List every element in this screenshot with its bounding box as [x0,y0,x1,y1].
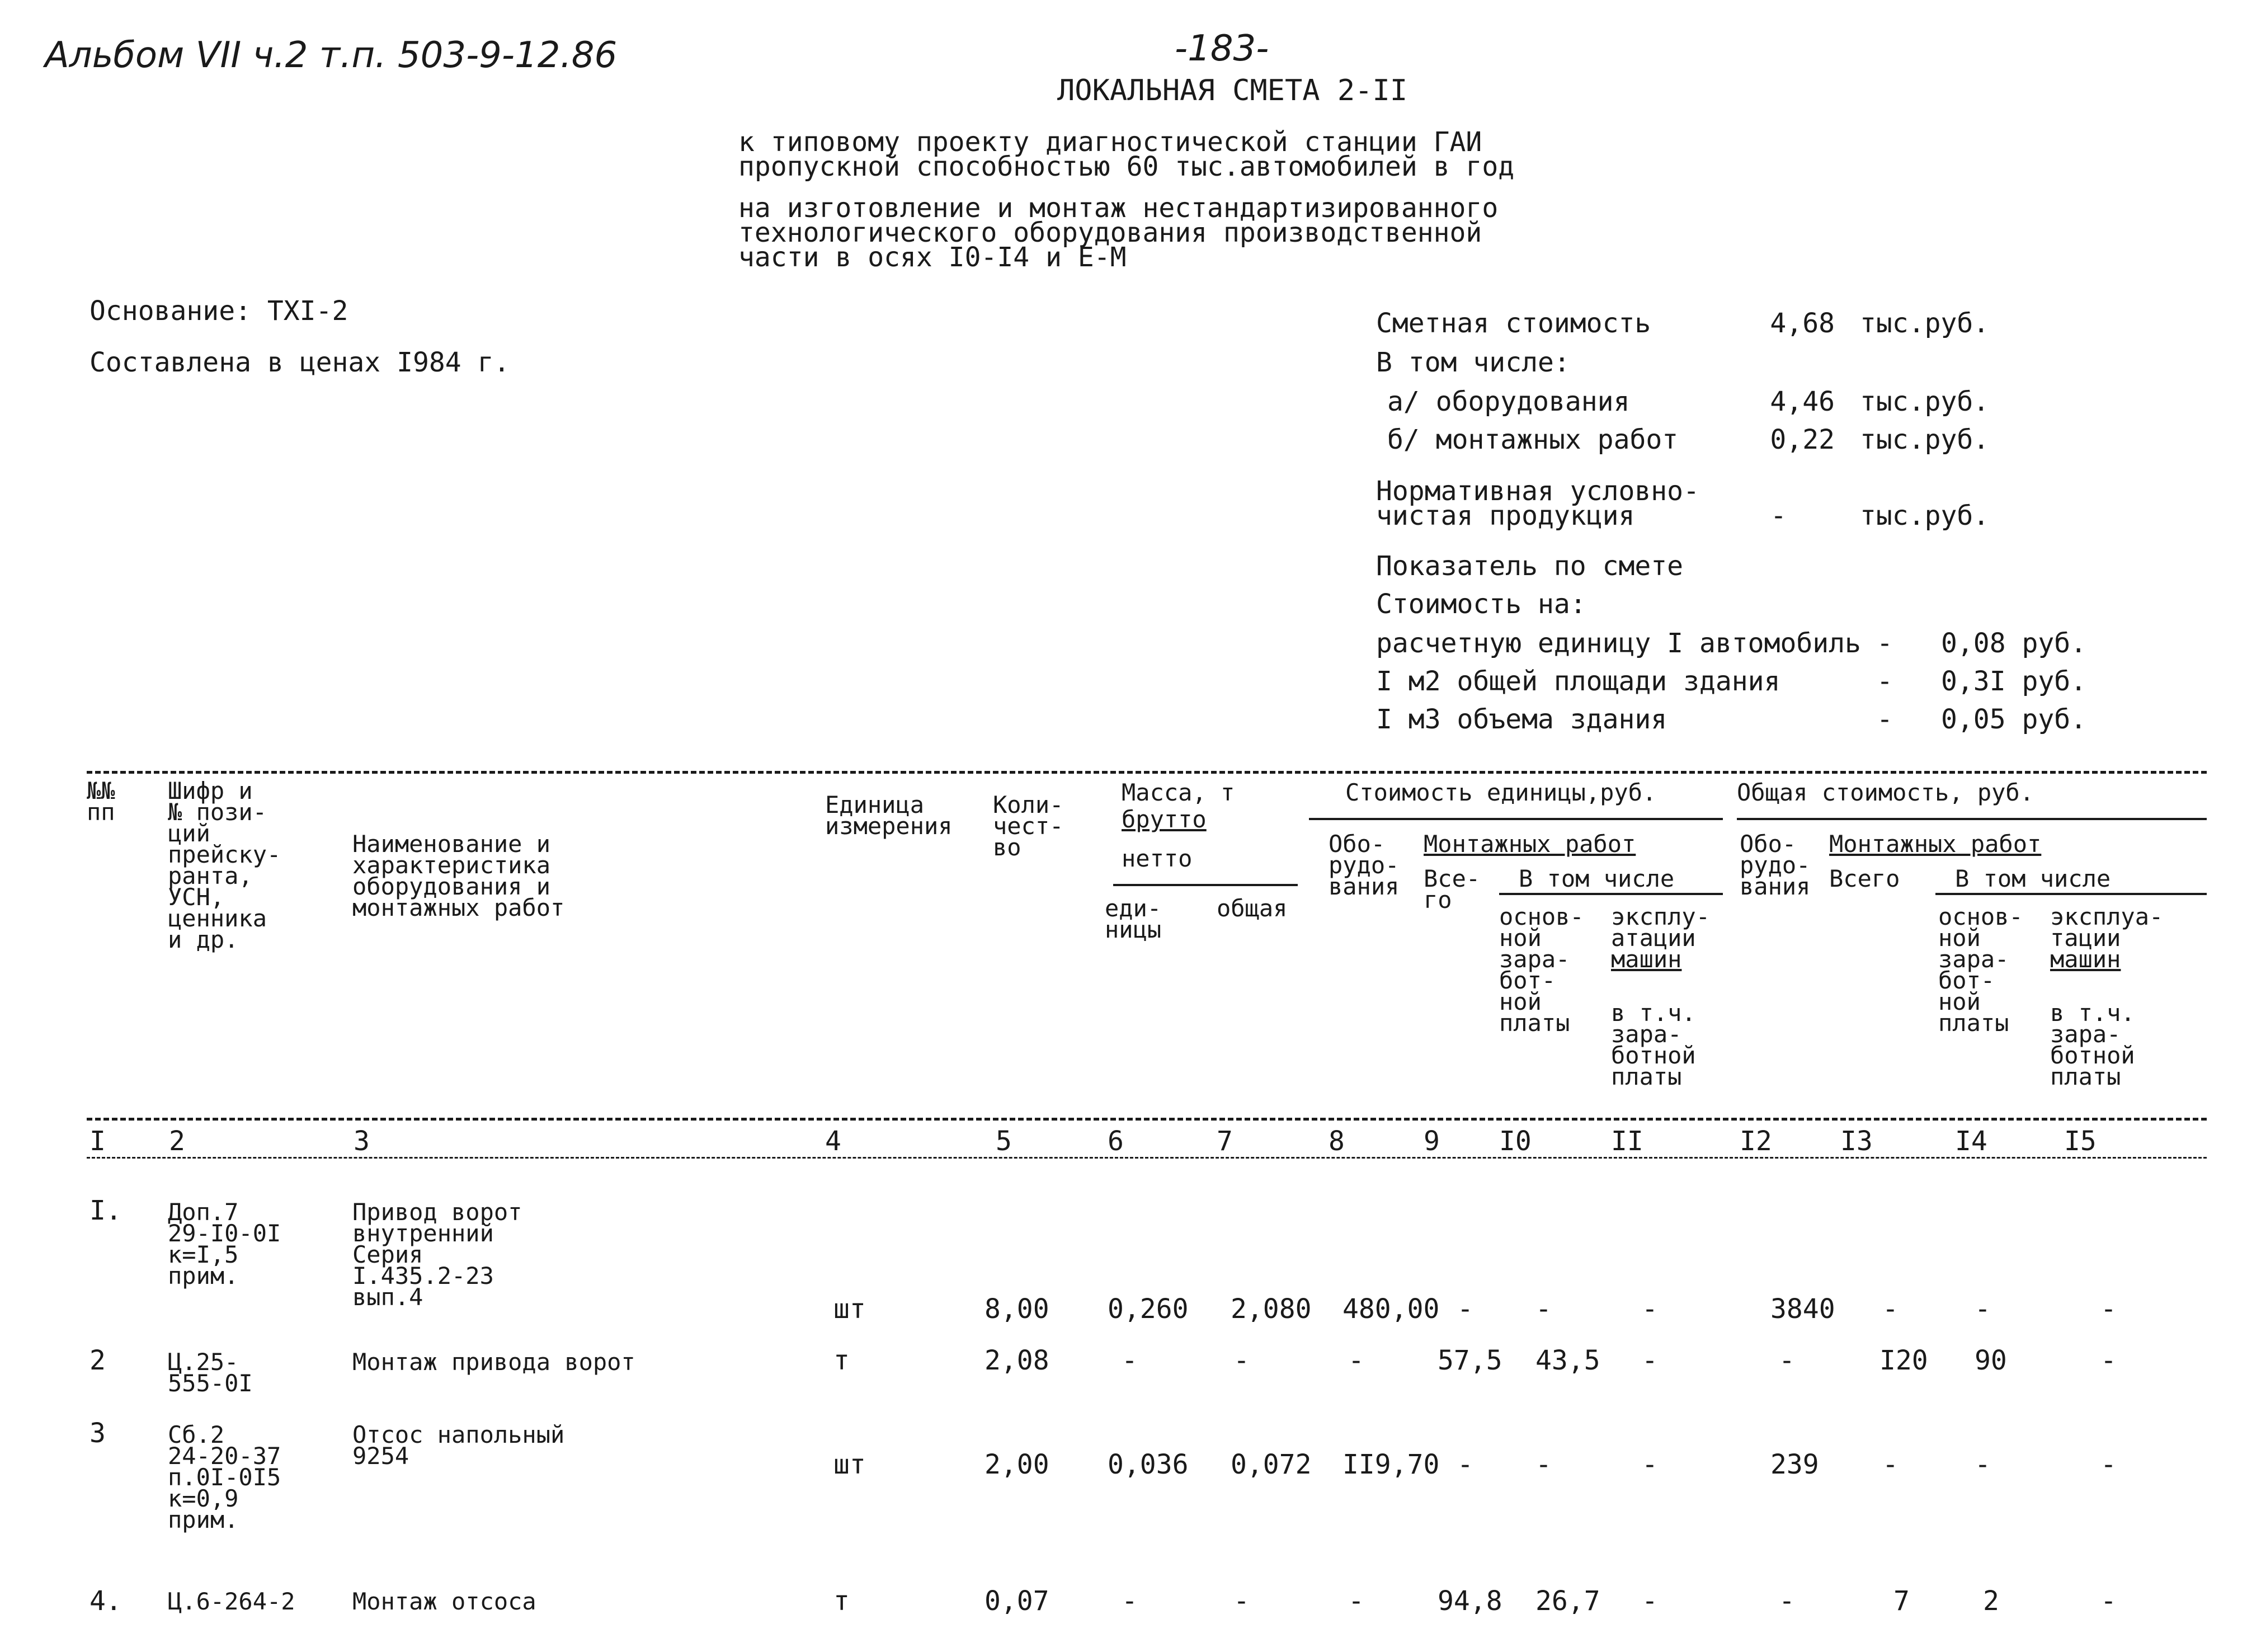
row-total-wage: - [1975,1449,1991,1480]
col-num: I5 [2064,1126,2097,1157]
col-num: 4 [825,1126,841,1157]
row-mass-unit: - [1122,1345,1138,1376]
rule-incl-2 [1935,893,2207,895]
row-num: 2 [89,1345,106,1376]
col-num: I2 [1740,1126,1772,1157]
row-qty: 0,07 [984,1585,1049,1617]
row-equipment-cost: 480,00 [1342,1293,1440,1325]
head-net: нетто [1122,845,1193,872]
per-m3-dash: - [1877,704,1893,735]
row-mass-unit: 0,036 [1108,1449,1189,1480]
head-equipment-2: Обо- рудо- вания [1740,830,1811,900]
per-m3-value: 0,05 руб. [1941,704,2087,735]
row-unit: т [833,1345,850,1376]
row-total-machines: - [2100,1345,2117,1376]
col-num: 3 [354,1126,370,1157]
col-num: I3 [1840,1126,1873,1157]
head-mount-all-2: Всего [1829,865,1900,892]
normative-unit: тыс.руб. [1860,500,1990,531]
row-mount-all: 57,5 [1438,1345,1502,1376]
table-head-rule [87,1118,2207,1121]
row-total-wage: - [1975,1293,1991,1325]
per-car-value: 0,08 руб. [1941,628,2087,659]
row-num: 4. [89,1585,122,1617]
document-title: ЛОКАЛЬНАЯ СМЕТА 2-II [1057,74,1408,107]
row-total-equipment: 3840 [1770,1293,1835,1325]
rule-total-cost [1737,818,2207,820]
head-base-wage: основ- ной зара- бот- ной платы [1499,903,1584,1037]
cost-value: 4,68 [1770,308,1835,339]
row-mount-wage: - [1535,1293,1552,1325]
normative-label-2: чистая продукция [1376,500,1635,531]
row-qty: 2,08 [984,1345,1049,1376]
row-mount-wage: 26,7 [1535,1585,1600,1617]
subtitle-line-5: части в осях I0-I4 и Е-М [738,242,1127,273]
row-code: Доп.7 29-I0-0I к=I,5 прим. [168,1198,281,1289]
row-qty: 8,00 [984,1293,1049,1325]
subtitle-line-2: пропускной способностью 60 тыс.автомобилей в год [738,151,1515,182]
head-equipment: Обо- рудо- вания [1329,830,1400,900]
row-total-equipment: - [1779,1345,1795,1376]
row-total-machines: - [2100,1293,2117,1325]
per-m2-label: I м2 общей площади здания [1376,666,1780,697]
col-num: 8 [1329,1126,1345,1157]
subtitle-line-3: на изготовление и монтаж нестандартизированного [738,192,1499,224]
row-total-equipment: - [1779,1585,1795,1617]
row-total-all: - [1882,1293,1899,1325]
rule-mass [1113,884,1298,886]
per-car-label: расчетную единицу I автомобиль [1376,628,1861,659]
row-total-all: 7 [1893,1585,1910,1617]
prices-line: Составлена в ценах I984 г. [89,347,510,378]
head-machine-wage-2: в т.ч. зара- ботной платы [2050,999,2135,1090]
col-num: 7 [1217,1126,1233,1157]
row-name: Монтаж отсоса [352,1588,536,1615]
normative-label-1: Нормативная условно- [1376,476,1699,507]
head-mass-unit: еди- ницы [1105,895,1162,943]
row-total-all: I20 [1879,1345,1928,1376]
head-machines: эксплу- атации машин [1611,903,1711,973]
row-mount-machines: - [1642,1585,1658,1617]
row-equipment-cost: - [1348,1345,1364,1376]
row-num: 3 [89,1418,106,1449]
row-num: I. [89,1195,122,1226]
cost-unit: тыс.руб. [1860,308,1990,339]
head-including-2: В том числе [1955,865,2111,892]
head-total-cost: Общая стоимость, руб. [1737,779,2034,806]
head-machines-2: эксплуа- тации машин [2050,903,2164,973]
row-mass-total: - [1233,1345,1250,1376]
row-code: Ц.25- 555-0I [168,1348,253,1397]
rule-unit-cost [1309,818,1723,820]
row-mount-wage: 43,5 [1535,1345,1600,1376]
col-num: 9 [1424,1126,1440,1157]
subtitle-line-4: технологического оборудования производственной [738,217,1482,248]
row-mount-wage: - [1535,1449,1552,1480]
head-mount-all: Все- го [1424,865,1481,914]
row-name: Монтаж привода ворот [352,1348,635,1376]
head-unit-cost: Стоимость единицы,руб. [1345,779,1657,806]
head-machine-wage: в т.ч. зара- ботной платы [1611,999,1696,1090]
head-code: Шифр и № пози- ций прейску- ранта, УСН, ценника и др. [168,777,281,953]
page-number: -183- [1175,28,1269,69]
mounting-unit: тыс.руб. [1860,424,1990,455]
head-mass-total: общая [1217,895,1288,922]
row-total-wage: 2 [1983,1585,1999,1617]
row-equipment-cost: - [1348,1585,1364,1617]
per-m2-dash: - [1877,666,1893,697]
row-mount-machines: - [1642,1449,1658,1480]
including-label: В том числе: [1376,347,1570,378]
row-total-machines: - [2100,1585,2117,1617]
rule-incl [1499,893,1723,895]
col-num: 2 [169,1126,185,1157]
per-car-dash: - [1877,628,1893,659]
column-number-rule [87,1157,2207,1159]
head-base-wage-2: основ- ной зара- бот- ной платы [1938,903,2023,1037]
head-mass: Масса, т [1122,779,1235,806]
head-including: В том числе [1519,865,1675,892]
col-num: I4 [1955,1126,1987,1157]
head-qty: Коли- чест- во [993,791,1064,861]
per-m3-label: I м3 объема здания [1376,704,1667,735]
row-unit: шт [833,1293,866,1325]
row-code: Сб.2 24-20-37 п.0I-0I5 к=0,9 прим. [168,1421,281,1533]
row-mass-total: 2,080 [1231,1293,1312,1325]
row-qty: 2,00 [984,1449,1049,1480]
row-total-all: - [1882,1449,1899,1480]
row-total-equipment: 239 [1770,1449,1819,1480]
row-code: Ц.6-264-2 [168,1588,295,1615]
head-gross: брутто [1122,806,1207,833]
row-mass-unit: - [1122,1585,1138,1617]
col-num: I [89,1126,106,1157]
row-mount-all: 94,8 [1438,1585,1502,1617]
indicator-label: Показатель по смете [1376,550,1684,582]
col-num: I0 [1499,1126,1532,1157]
mounting-value: 0,22 [1770,424,1835,455]
col-num: 6 [1108,1126,1124,1157]
cost-on-label: Стоимость на: [1376,589,1586,620]
equipment-label: а/ оборудования [1387,386,1630,417]
equipment-unit: тыс.руб. [1860,386,1990,417]
normative-value: - [1770,500,1787,531]
cost-label: Сметная стоимость [1376,308,1651,339]
row-unit: т [833,1585,850,1617]
row-mass-unit: 0,260 [1108,1293,1189,1325]
row-mass-total: 0,072 [1231,1449,1312,1480]
table-top-rule [87,771,2207,774]
head-unit: Единица измерения [825,791,953,840]
subtitle-line-1: к типовому проекту диагностической станции ГАИ [738,126,1482,158]
col-num: 5 [996,1126,1012,1157]
mounting-label: б/ монтажных работ [1387,424,1679,455]
row-mass-total: - [1233,1585,1250,1617]
row-mount-machines: - [1642,1293,1658,1325]
row-name: Привод ворот внутренний Серия I.435.2-23 вып.4 [352,1198,522,1311]
basis-line: Основание: ТХI-2 [89,295,348,327]
row-name: Отсос напольный 9254 [352,1421,565,1470]
row-total-wage: 90 [1975,1345,2007,1376]
head-num: №№ пп [87,777,115,826]
col-num: II [1611,1126,1643,1157]
per-m2-value: 0,3I руб. [1941,666,2087,697]
row-mount-machines: - [1642,1345,1658,1376]
album-reference: Альбом VII ч.2 т.п. 503-9-12.86 [45,35,618,76]
row-equipment-cost: II9,70 [1342,1449,1440,1480]
row-mount-all: - [1457,1449,1473,1480]
row-unit: шт [833,1449,866,1480]
head-mounting: Монтажных работ [1424,830,1636,858]
head-name: Наименование и характеристика оборудования и монтажных работ [352,830,565,921]
head-mounting-2: Монтажных работ [1829,830,2042,858]
row-mount-all: - [1457,1293,1473,1325]
row-total-machines: - [2100,1449,2117,1480]
equipment-value: 4,46 [1770,386,1835,417]
